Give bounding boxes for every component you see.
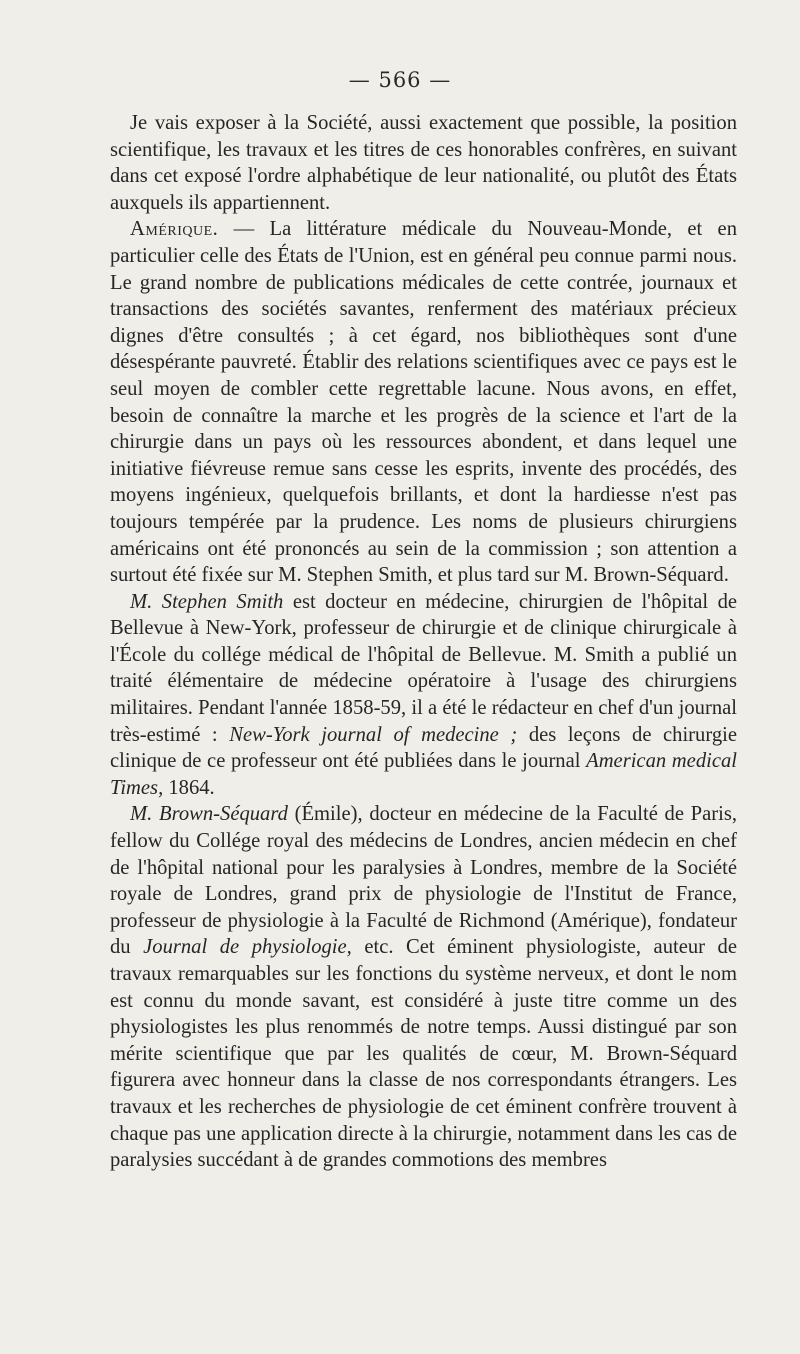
brown-sequard-text-a: (Émile), docteur en médecine de la Faculté de Paris, fellow du Collége royal des médecins de Londres, ancien médecin en chef de l'hôpital national pour les paralysies à Londres, membre de la Société royale de Londres, grand prix de physiologie de l'Institut de France, professeur de physiologie à la Faculté de Richmond (Amérique), fondateur du xyxy=(110,803,738,959)
stephen-smith-text-a: est docteur en médecine, chirurgien de l'hôpital de Bellevue à New-York, professeur de chirurgie et de clinique chirurgicale à l'École du collége médical de l'hôpital de Bellevue. M. Smith a publié un traité élémentaire de médecine opératoire à l'usage des chirurgiens militaires. Pendant l'année 1858-59, il a été le rédacteur en chef d'un journal très-estimé : xyxy=(110,590,738,746)
paragraph-amerique-text: — La littérature médicale du Nouveau-Monde, et en particulier celle des États de l'Union, est en général peu connue parmi nous. Le grand nombre de publications médicales de cette contrée, journaux et transactions des sociétés savantes, renferment des matériaux précieux dignes d'être consultés ; à cet égard, nos bibliothèques sont d'une désespérante pauvreté. Établir des relations scientifiques avec ce pays est le seul moyen de combler cette regrettable lacune. Nous avons, en effet, besoin de connaître la marche et les progrès de la science et l'art de la chirurgie dans un pays où les ressources abondent, et dans lequel une initiative fiévreuse remue sans cesse les esprits, invente des procédés, des moyens ingénieux, quelquefois brillants, et dont la hardiesse n'est pas toujours tempérée par la prudence. Les noms de plusieurs chirurgiens américains ont été prononcés au sein de la commission ; son attention a surtout été fixée sur M. Stephen Smith, et plus tard sur M. Brown-Séquard. xyxy=(110,218,737,587)
page-number: — 566 — xyxy=(348,68,452,92)
section-heading-amerique: Amérique. xyxy=(130,218,219,241)
paragraph-stephen-smith xyxy=(110,589,737,802)
paragraph-amerique xyxy=(110,216,737,588)
brown-sequard-text-b: etc. Cet éminent physiologiste, auteur de travaux remarquables sur les fonctions du système nerveux, et dont le nom est connu du monde savant, est considéré à juste titre comme un des physiologistes les plus renommés de notre temps. Aussi distingué par son mérite scientifique que par les qualités de cœur, M. Brown-Séquard figurera avec honneur dans la classe de nos correspondants étrangers. Les travaux et les recherches de physiologie de cet éminent confrère trouvent à chaque pas une application directe à la chirurgie, notamment dans les cas de paralysies succédant à de grandes commotions des membres xyxy=(110,936,737,1172)
journal-title-american-medical-times: American medical Times, xyxy=(110,750,738,799)
person-name-brown-sequard: M. Brown-Séquard xyxy=(130,803,288,826)
person-name-stephen-smith: M. Stephen Smith xyxy=(130,590,284,613)
paragraph-intro: Je vais exposer à la Société, aussi exactement que possible, la position scientifique, les travaux et les titres de ces honorables confrères, en suivant dans cet exposé l'ordre alphabétique de leur nationalité, ou plutôt des États auxquels ils appartiennent. xyxy=(110,112,737,214)
journal-title-physiologie: Journal de physiologie, xyxy=(143,936,352,959)
stephen-smith-text-c: 1864. xyxy=(163,776,215,799)
journal-title-new-york: New-York journal of medecine ; xyxy=(229,723,518,746)
body-text xyxy=(110,110,737,1174)
paragraph-brown-sequard xyxy=(110,801,737,1173)
stephen-smith-text-b: des leçons de chirurgie clinique de ce professeur ont été publiées dans le journal xyxy=(110,723,737,773)
